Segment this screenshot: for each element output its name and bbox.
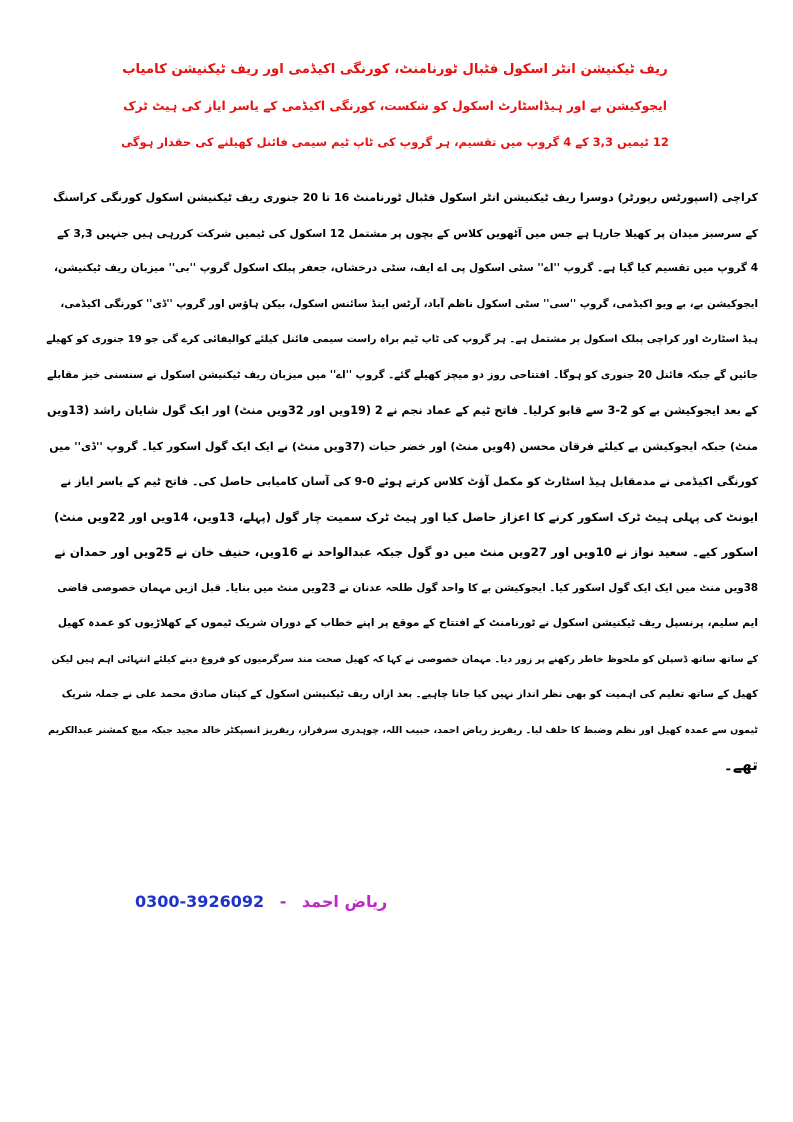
article-line: ایونٹ کی پہلی ہیٹ ٹرک اسکور کرنے کا اعزاز حاصل کیا اور ہیٹ ٹرک سمیت چار گول (پہلے، 13ویں، 14ویں اور 22ویں منٹ) bbox=[54, 509, 758, 524]
article-line: ایجوکیشن بے، بے ویو اکیڈمی، گروپ ''سی'' سٹی اسکول ناظم آباد، آرٹس اینڈ سائنس اسکول، بیکن ہاؤس اور گروپ ''ڈی'' کورنگی اکیڈمی، bbox=[60, 297, 758, 310]
article-line: کے سرسبز میدان پر کھیلا جارہا ہے جس میں آٹھویں کلاس کے بچوں پر مشتمل 12 اسکول کی ٹیمیں شرکت کررہی ہیں جنہیں 3,3 کے bbox=[57, 226, 758, 240]
headline-block bbox=[120, 52, 670, 160]
signature-separator: - bbox=[279, 892, 287, 911]
signature-phone: 0300-3926092 bbox=[135, 892, 265, 911]
article-line: کے ساتھ ساتھ ڈسپلن کو ملحوظ خاطر رکھنے پر زور دیا۔ مہمان خصوصی نے کہا کہ کھیل صحت مند سرگرمیوں کو فروغ دینے کیلئے انتہائی اہم ہیں لیکن bbox=[51, 653, 758, 665]
article-line: تھے۔ bbox=[723, 756, 758, 774]
signature-name: ریاض احمد bbox=[301, 892, 388, 911]
article-line: کھیل کے ساتھ تعلیم کی اہمیت کو بھی نظر انداز نہیں کیا جانا چاہیے۔ بعد ازاں ریف ٹیکنیشن اسکول کے کپتان صادق محمد علی نے جملہ شریک bbox=[61, 689, 758, 700]
article-line: 4 گروپ میں تقسیم کیا گیا ہے۔ گروپ ''اے'' سٹی اسکول پی اے ایف، سٹی درخشاں، جعفر پبلک اسکول گروپ ''بی'' میزبان ریف ٹیکنیشن، bbox=[53, 262, 758, 274]
article-line: ہیڈ اسٹارٹ اور کراچی پبلک اسکول پر مشتمل ہے۔ ہر گروپ کی ٹاپ ٹیم براہ راست سیمی فائنل کیلئے کوالیفائی کرے گی جو 19 جنوری کو کھیلے bbox=[46, 334, 758, 345]
signature-line bbox=[135, 890, 388, 914]
article-line: کراچی (اسپورٹس رپورٹر) دوسرا ریف ٹیکنیشن انٹر اسکول فٹبال ٹورنامنٹ 16 تا 20 جنوری ریف ٹیکنیشن اسکول کورنگی کراسنگ bbox=[53, 191, 758, 204]
article-line: اسکور کیے۔ سعید نواز نے 10ویں اور 27ویں منٹ میں دو گول جبکہ عبدالواحد نے 16ویں، حنیف خان نے 25ویں اور حمدان نے bbox=[54, 545, 758, 559]
article-line: کورنگی اکیڈمی نے مدمقابل ہیڈ اسٹارٹ کو مکمل آؤٹ کلاس کرتے ہوئے 0-9 کی آسان کامیابی حاصل کی۔ فاتح ٹیم کے یاسر ایاز نے bbox=[60, 475, 758, 488]
headline-3: 12 ٹیمیں 3,3 کے 4 گروپ میں تقسیم، ہر گروپ کی ٹاپ ٹیم سیمی فائنل کھیلنے کی حقدار ہوگی bbox=[121, 135, 669, 149]
article-line: ٹیموں سے عمدہ کھیل اور نظم وضبط کا حلف لیا۔ ریفریز ریاض احمد، حبیب اللہ، چوہدری سرفراز، ریفریز انسپکٹر خالد مجید جبکہ میچ کمشنر عبدالکریم bbox=[48, 724, 758, 736]
article-line: 38ویں منٹ میں ایک ایک گول اسکور کیا۔ ایجوکیشن بے کا واحد گول طلحہ عدنان نے 23ویں منٹ میں بنایا۔ قبل ازیں مہمان خصوصی قاضی bbox=[57, 581, 758, 594]
article-line: ایم سلیم، پرنسپل ریف ٹیکنیشن اسکول نے ٹورنامنٹ کے افتتاح کے موقع پر اپنے خطاب کے دوران شریک ٹیموں کے کھلاڑیوں کو عمدہ کھیل bbox=[57, 617, 758, 629]
article-line: منٹ) جبکہ ایجوکیشن بے کیلئے فرقان محسن (4ویں منٹ) اور خضر حیات (37ویں منٹ) نے ایک ایک گول اسکور کیا۔ گروپ ''ڈی'' میں bbox=[49, 439, 758, 453]
headline-2: ایجوکیشن بے اور ہیڈاسٹارٹ اسکول کو شکست، کورنگی اکیڈمی کے یاسر ایاز کی ہیٹ ٹرک bbox=[123, 99, 667, 113]
article-body bbox=[46, 180, 758, 784]
article-line: کے بعد ایجوکیشن بے کو 2-3 سے قابو کرلیا۔ فاتح ٹیم کے عماد نجم نے 2 (19ویں اور 32ویں منٹ) اور ایک گول شایان راشد (13ویں bbox=[47, 404, 758, 417]
article-line: جائیں گے جبکہ فائنل 20 جنوری کو ہوگا۔ افتتاحی روز دو میچز کھیلے گئے۔ گروپ ''اے'' میں میزبان ریف ٹیکنیشن اسکول نے سنسنی خیز مقابلے bbox=[47, 368, 758, 381]
headline-1: ریف ٹیکنیشن انٹر اسکول فٹبال ٹورنامنٹ، کورنگی اکیڈمی اور ریف ٹیکنیشن کامیاب bbox=[122, 62, 668, 77]
